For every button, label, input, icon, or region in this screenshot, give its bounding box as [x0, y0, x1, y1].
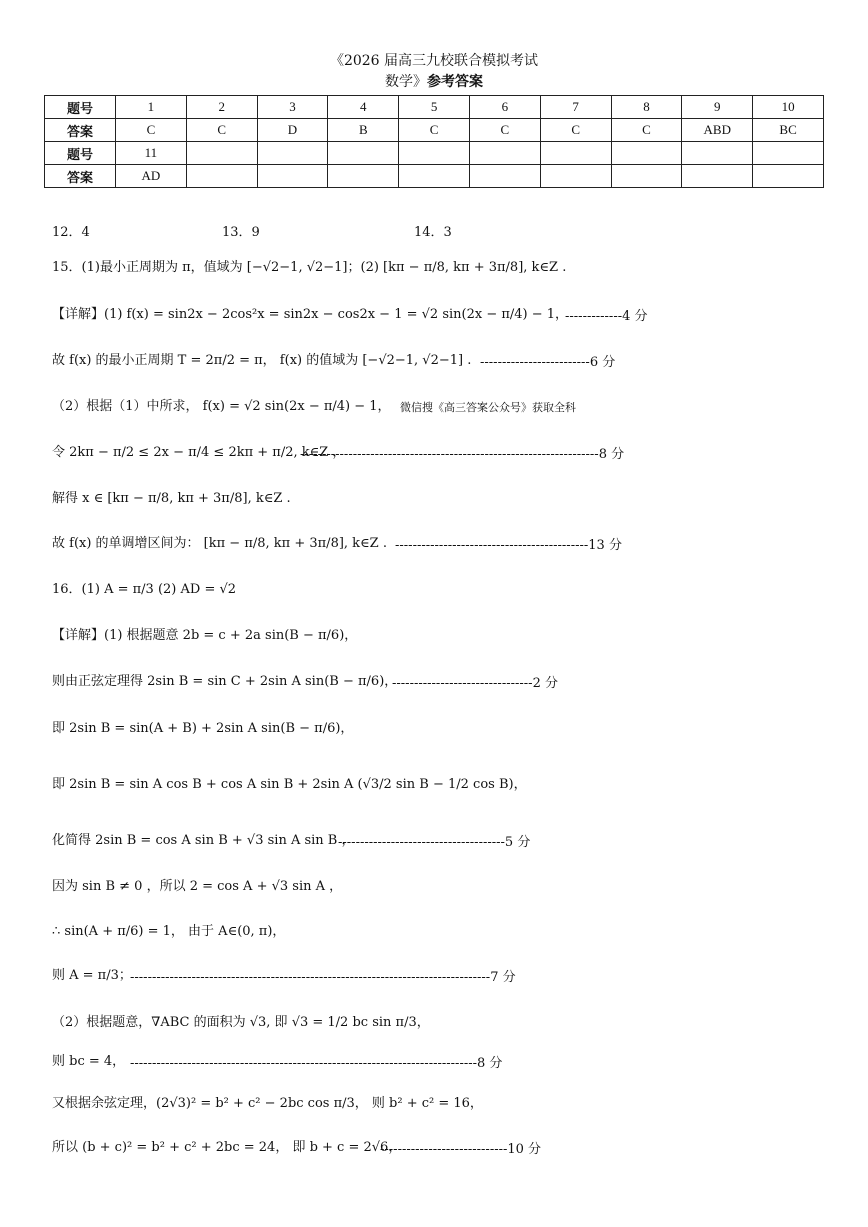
score-mark: --------------------------------------------------------------------8 分	[300, 447, 625, 462]
score-mark: -------------------------6 分	[480, 355, 616, 370]
question-number: 11	[116, 142, 187, 165]
empty-cell	[611, 165, 682, 188]
empty-cell	[257, 142, 328, 165]
q15-step5: 解得 x ∈ [kπ − π/8, kπ + 3π/8], k∈Z .	[52, 491, 291, 506]
empty-cell	[328, 142, 399, 165]
q15-step3: （2）根据（1）中所求， f(x) = √2 sin(2x − π/4) − 1，	[52, 399, 391, 414]
question-number: 6	[469, 96, 540, 119]
empty-cell	[399, 165, 470, 188]
empty-cell	[469, 142, 540, 165]
empty-cell	[257, 165, 328, 188]
q15-summary: 15．(1)最小正周期为 π，值域为 [−√2−1, √2−1]；(2) [kπ − π/8, kπ + 3π/8], k∈Z .	[52, 260, 567, 275]
score-mark: --------------------------------2 分	[392, 676, 558, 691]
question-number: 10	[753, 96, 824, 119]
watermark-note: 微信搜《高三答案公众号》获取全科	[400, 401, 576, 414]
answer-cell: C	[611, 119, 682, 142]
row-label: 题号	[45, 142, 116, 165]
empty-cell	[753, 165, 824, 188]
question-number: 7	[540, 96, 611, 119]
answer-q12: 12．4	[52, 225, 90, 240]
q16-step2: 则由正弦定理得 2sin B = sin C + 2sin A sin(B − π/6)，	[52, 674, 398, 689]
q16-step12: 所以 (b + c)² = b² + c² + 2bc = 24， 即 b + c = 2√6，	[52, 1140, 402, 1155]
table-row	[45, 142, 824, 165]
q16-step4: 即 2sin B = sin A cos B + cos A sin B + 2sin A (√3/2 sin B − 1/2 cos B)，	[52, 777, 527, 792]
answer-table	[44, 95, 824, 188]
table-row	[45, 96, 824, 119]
empty-cell	[682, 142, 753, 165]
row-label: 答案	[45, 119, 116, 142]
answer-q13: 13．9	[222, 225, 260, 240]
table-row	[45, 119, 824, 142]
question-number: 1	[116, 96, 187, 119]
answer-cell: C	[469, 119, 540, 142]
empty-cell	[540, 142, 611, 165]
q15-step6: 故 f(x) 的单调增区间为： [kπ − π/8, kπ + 3π/8], k∈Z .	[52, 536, 387, 551]
q16-step5: 化简得 2sin B = cos A sin B + √3 sin A sin B ，	[52, 833, 355, 848]
empty-cell	[611, 142, 682, 165]
empty-cell	[186, 142, 257, 165]
score-mark: -----------------------------10 分	[380, 1142, 542, 1157]
table-row	[45, 165, 824, 188]
q16-step8: 则 A = π/3；	[52, 968, 132, 983]
score-mark: -------------4 分	[565, 309, 648, 324]
answer-cell: B	[328, 119, 399, 142]
empty-cell	[753, 142, 824, 165]
score-mark: --------------------------------------5 分	[338, 835, 531, 850]
exam-title: 《2026 届高三九校联合模拟考试	[329, 53, 539, 69]
answer-cell: C	[116, 119, 187, 142]
q16-step9: （2）根据题意，∇ABC 的面积为 √3, 即 √3 = 1/2 bc sin π/3，	[52, 1015, 430, 1030]
q16-step10: 则 bc = 4，	[52, 1054, 126, 1069]
question-number: 2	[186, 96, 257, 119]
answer-cell: C	[540, 119, 611, 142]
q16-step3: 即 2sin B = sin(A + B) + 2sin A sin(B − π/6)，	[52, 721, 354, 736]
q16-step1: 【详解】(1) 根据题意 2b = c + 2a sin(B − π/6)，	[52, 628, 358, 643]
q16-step6: 因为 sin B ≠ 0 ，所以 2 = cos A + √3 sin A ，	[52, 879, 343, 894]
answer-cell: C	[399, 119, 470, 142]
score-mark: ----------------------------------------------------------------------------------7 分	[130, 970, 516, 985]
empty-cell	[186, 165, 257, 188]
answer-cell: ABD	[682, 119, 753, 142]
empty-cell	[399, 142, 470, 165]
score-mark: --------------------------------------------13 分	[395, 538, 622, 553]
answer-cell: D	[257, 119, 328, 142]
subject-label: 数学》	[385, 74, 427, 90]
row-label: 答案	[45, 165, 116, 188]
answer-cell: AD	[116, 165, 187, 188]
q16-summary: 16．(1) A = π/3 (2) AD = √2	[52, 582, 237, 597]
empty-cell	[328, 165, 399, 188]
answer-key-label: 参考答案	[427, 74, 483, 90]
answer-q14: 14．3	[414, 225, 452, 240]
empty-cell	[682, 165, 753, 188]
question-number: 8	[611, 96, 682, 119]
q16-step7: ∴ sin(A + π/6) = 1， 由于 A∈(0, π)，	[52, 924, 286, 939]
q15-step4: 令 2kπ − π/2 ≤ 2x − π/4 ≤ 2kπ + π/2, k∈Z ，	[52, 445, 346, 460]
question-number: 3	[257, 96, 328, 119]
answer-cell: C	[186, 119, 257, 142]
row-label: 题号	[45, 96, 116, 119]
answer-cell: BC	[753, 119, 824, 142]
empty-cell	[540, 165, 611, 188]
score-mark: -------------------------------------------------------------------------------8 分	[130, 1056, 503, 1071]
empty-cell	[469, 165, 540, 188]
q15-step1: 【详解】(1) f(x) = sin2x − 2cos²x = sin2x − cos2x − 1 = √2 sin(2x − π/4) − 1，	[52, 307, 569, 322]
q16-step11: 又根据余弦定理，(2√3)² = b² + c² − 2bc cos π/3， 则 b² + c² = 16，	[52, 1096, 483, 1111]
q15-step2: 故 f(x) 的最小正周期 T = 2π/2 = π， f(x) 的值域为 [−√2−1, √2−1] .	[52, 353, 472, 368]
question-number: 9	[682, 96, 753, 119]
question-number: 4	[328, 96, 399, 119]
exam-subtitle	[0, 73, 868, 91]
question-number: 5	[399, 96, 470, 119]
